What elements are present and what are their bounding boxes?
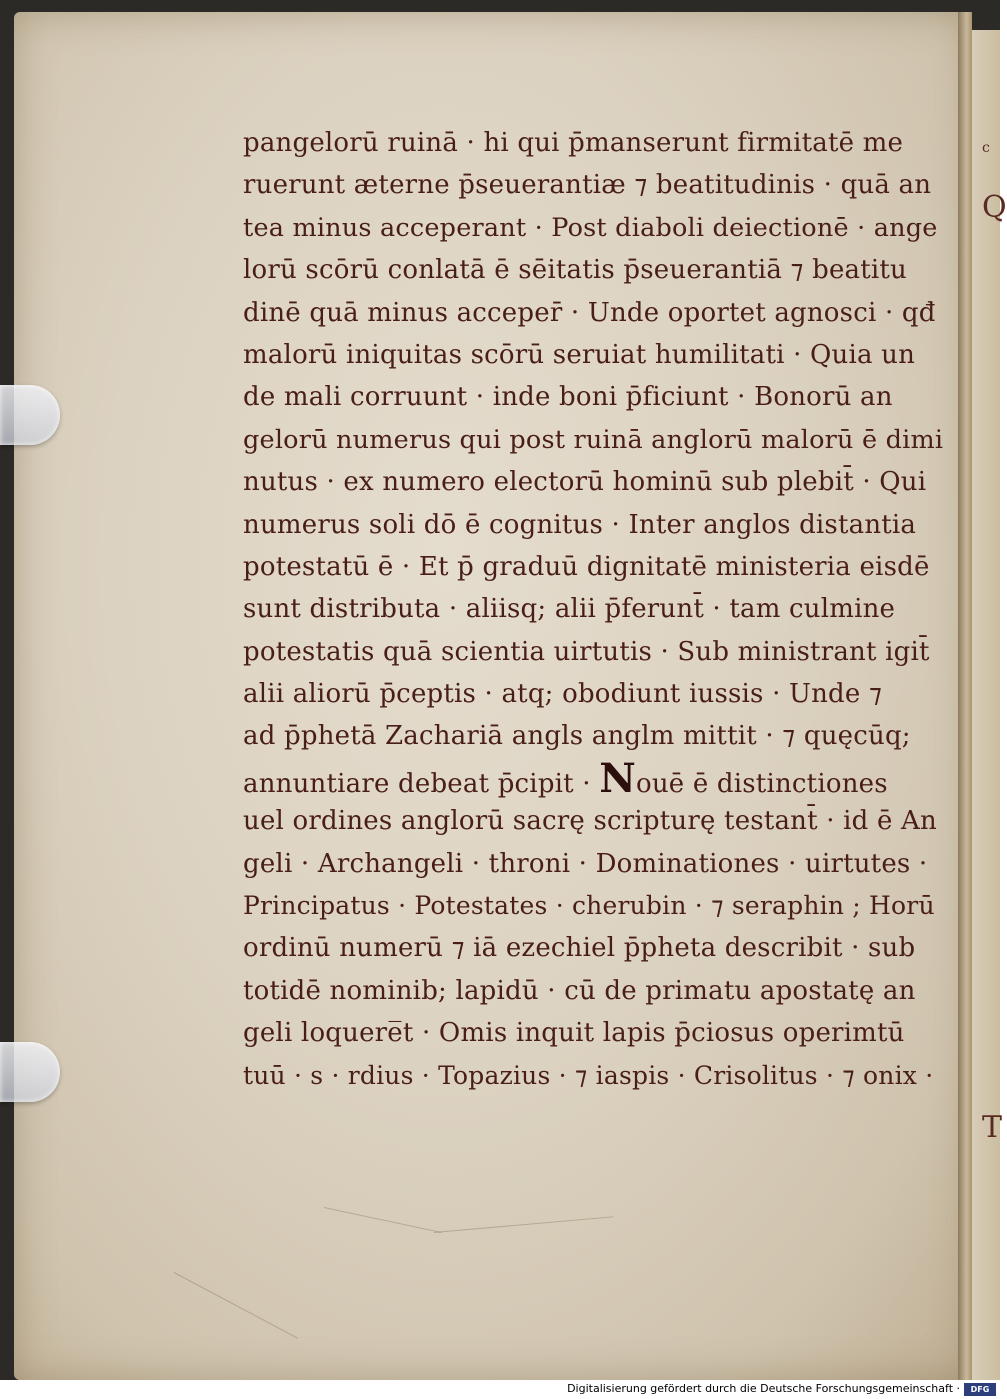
text-line: pangelorū ruinā · hi qui p̄manserunt firmitatē me (243, 128, 904, 158)
text-line: malorū iniquitas scōrū seruiat humilitati · Quia un (243, 339, 916, 370)
text-line: totidē nominib; lapidū · cū de primatu apostatę an (243, 975, 916, 1006)
text-line: lorū scōrū conlatā ē sēitatis p̄seuerantiā ⁊ beatitu (243, 255, 907, 286)
text-line: tea minus acceperant · Post diaboli deiectionē · ange (243, 212, 938, 243)
text-line: de mali corruunt · inde boni p̄ficiunt · Bonorū an (243, 382, 893, 413)
decorated-initial: N (599, 754, 636, 802)
text-line-rest: ouē ē distinctiones (636, 768, 888, 799)
text-line: geli · Archangeli · throni · Dominationes · uirtutes · (243, 848, 928, 879)
dfg-logo: DFG (964, 1383, 996, 1396)
text-line-with-initial (243, 754, 943, 802)
text-line: gelorū numerus qui post ruinā anglorū malorū ē dimi (243, 424, 944, 455)
page-clip-top (0, 385, 60, 445)
facing-page-fragment: c (982, 140, 990, 156)
footer-bar (0, 1380, 1000, 1399)
text-line-start: annuntiare debeat p̄cipit · (243, 768, 600, 799)
text-line: tuū · s · rdius · Topazius · ⁊ iaspis · Crisolitus · ⁊ onix · (243, 1060, 934, 1090)
text-line: alii aliorū p̄ceptis · atq; obodiunt iussis · Unde ⁊ (243, 679, 883, 710)
funding-credit: Digitalisierung gefördert durch die Deutsche Forschungsgemeinschaft · (567, 1382, 960, 1395)
parchment-crack (324, 1207, 442, 1233)
facing-page-edge (972, 30, 1007, 1380)
text-line: ad p̄phetā Zachariā angls anglm mittit · ⁊ quęcūq; (243, 721, 911, 752)
text-line: uel ordines anglorū sacrę scripturę testant̄ · id ē An (243, 806, 937, 837)
text-line: potestatis quā scientia uirtutis · Sub ministrant igit̄ (243, 636, 930, 667)
text-line: ordinū numerū ⁊ iā ezechiel p̄pheta describit · sub (243, 933, 916, 964)
text-line: potestatū ē · Et p̄ graduū dignitatē ministeria eisdē (243, 551, 930, 582)
facing-page-fragment: Q (982, 190, 1007, 225)
facing-page-fragment: T (982, 1110, 1003, 1145)
text-line: numerus soli dō ē cognitus · Inter anglos distantia (243, 509, 917, 540)
text-line: ruerunt ӕterne p̄seuerantiӕ ⁊ beatitudinis · quā an (243, 170, 932, 201)
book-gutter (958, 12, 972, 1380)
page-clip-bottom (0, 1042, 60, 1102)
parchment-crack (174, 1272, 298, 1339)
manuscript-page (14, 12, 972, 1380)
text-line: nutus · ex numero electorū hominū sub plebit̄ · Qui (243, 467, 927, 498)
text-line: geli loquere̅t · Omis inquit lapis p̄ciosus operimtū (243, 1018, 905, 1049)
manuscript-text (243, 122, 943, 1097)
text-line: sunt distributa · aliisq; alii p̄ferunt̄ · tam culmine (243, 594, 896, 625)
parchment-crack (434, 1216, 613, 1233)
text-line: Principatus · Potestates · cherubin · ⁊ seraphin ; Horū (243, 891, 935, 921)
text-line: dinē quā minus acceper̄ · Unde oportet agnosci · qđ (243, 297, 936, 328)
